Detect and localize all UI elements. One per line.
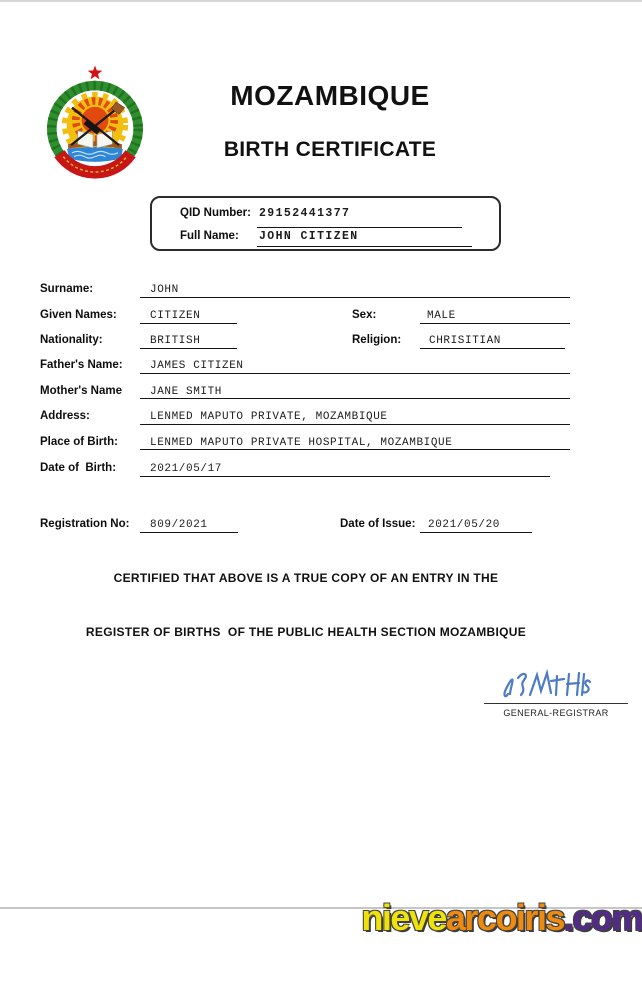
address-label: Address: xyxy=(40,410,90,422)
date-of-birth-label: Date of Birth: xyxy=(40,462,117,474)
full-name-label: Full Name: xyxy=(180,230,239,242)
id-summary-box xyxy=(150,196,501,251)
surname-underline xyxy=(140,297,570,298)
place-of-birth-underline xyxy=(140,449,570,450)
date-of-issue-label: Date of Issue: xyxy=(340,518,416,530)
given-names-value: CITIZEN xyxy=(150,310,201,322)
mothers-name-value: JANE SMITH xyxy=(150,386,223,398)
watermark-segment-1: nieve xyxy=(361,897,446,938)
address-value: LENMED MAPUTO PRIVATE, MOZAMBIQUE xyxy=(150,411,388,423)
registration-no-value: 809/2021 xyxy=(150,519,208,531)
qid-number-value: 29152441377 xyxy=(259,207,351,220)
sex-underline xyxy=(420,323,570,324)
sex-value: MALE xyxy=(427,310,456,322)
country-title: MOZAMBIQUE xyxy=(230,80,430,111)
watermark-nievearcoiris xyxy=(327,855,642,981)
certification-line-1: CERTIFIED THAT ABOVE IS A TRUE COPY OF AN ENTRY IN THE xyxy=(113,571,499,585)
mozambique-coat-of-arms-icon xyxy=(47,64,143,184)
mothers-name-label: Mother's Name xyxy=(40,385,122,397)
surname-label: Surname: xyxy=(40,283,94,295)
religion-underline xyxy=(420,348,565,349)
religion-label: Religion: xyxy=(352,334,402,346)
religion-value: CHRISITIAN xyxy=(429,335,502,347)
document-title: BIRTH CERTIFICATE xyxy=(223,138,437,161)
mothers-name-underline xyxy=(140,398,570,399)
watermark-segment-2: arcoiris xyxy=(445,897,564,938)
fathers-name-label: Father's Name: xyxy=(40,359,123,371)
date-of-issue-value: 2021/05/20 xyxy=(428,519,501,531)
place-of-birth-value: LENMED MAPUTO PRIVATE HOSPITAL, MOZAMBIQUE xyxy=(150,437,453,449)
certification-line-2: REGISTER OF BIRTHS OF THE PUBLIC HEALTH SECTION MOZAMBIQUE xyxy=(85,625,527,639)
sex-label: Sex: xyxy=(352,309,377,321)
date-of-issue-underline xyxy=(420,532,532,533)
registrar-title: GENERAL-REGISTRAR xyxy=(503,708,609,718)
qid-number-label: QID Number: xyxy=(180,207,251,219)
full-name-underline xyxy=(257,246,472,247)
registrar-signature-icon xyxy=(502,668,594,702)
nationality-value: BRITISH xyxy=(150,335,201,347)
registration-no-label: Registration No: xyxy=(40,518,130,530)
given-names-underline xyxy=(140,323,237,324)
fathers-name-value: JAMES CITIZEN xyxy=(150,360,244,372)
address-underline xyxy=(140,424,570,425)
watermark-segment-3: .com xyxy=(563,897,642,938)
registration-no-underline xyxy=(140,532,238,533)
surname-value: JOHN xyxy=(150,284,179,296)
place-of-birth-label: Place of Birth: xyxy=(40,436,118,448)
nationality-underline xyxy=(140,348,237,349)
nationality-label: Nationality: xyxy=(40,334,103,346)
qid-number-underline xyxy=(257,227,462,228)
full-name-value: JOHN CITIZEN xyxy=(259,230,359,243)
given-names-label: Given Names: xyxy=(40,309,117,321)
page-top-edge xyxy=(0,0,642,2)
signature-line xyxy=(484,703,628,704)
date-of-birth-value: 2021/05/17 xyxy=(150,463,223,475)
date-of-birth-underline xyxy=(140,476,550,477)
fathers-name-underline xyxy=(140,373,570,374)
